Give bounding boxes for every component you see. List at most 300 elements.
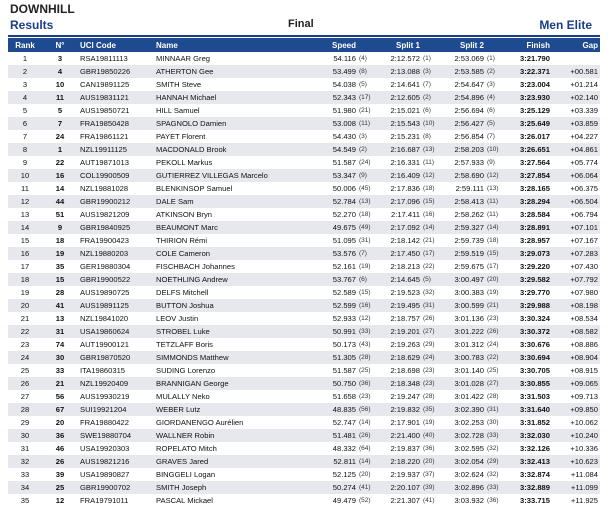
speed-position-cell: (8): [359, 68, 367, 75]
speed-position-cell: (26): [359, 432, 371, 439]
rank-cell: 1: [22, 54, 28, 63]
col-name: Name: [156, 40, 178, 50]
finish-time-cell: 3:21.790: [520, 54, 550, 63]
table-row: [8, 208, 600, 221]
table-row: [8, 351, 600, 364]
speed-cell: 52.125: [332, 470, 356, 479]
rank-cell: 2: [22, 67, 28, 76]
bib-number-cell: 3: [57, 54, 63, 63]
bib-number-cell: 18: [55, 236, 65, 245]
table-row: [8, 221, 600, 234]
speed-position-cell: (15): [359, 289, 371, 296]
rank-cell: 31: [20, 444, 30, 453]
table-row: [8, 312, 600, 325]
speed-position-cell: (33): [359, 328, 371, 335]
finish-time-cell: 3:31.640: [520, 405, 550, 414]
finish-time-cell: 3:25.649: [520, 119, 550, 128]
rider-name-cell: BRANNIGAN George: [156, 379, 229, 388]
uci-code-cell: GER19880304: [80, 262, 131, 271]
bib-number-cell: 67: [55, 405, 65, 414]
split2-position-cell: (27): [487, 380, 499, 387]
rank-cell: 24: [20, 353, 30, 362]
split1-cell: 2:19.832: [390, 405, 420, 414]
split1-position-cell: (17): [423, 250, 435, 257]
table-row: [8, 91, 600, 104]
split2-position-cell: (20): [487, 276, 499, 283]
split1-cell: 2:18.629: [390, 353, 420, 362]
split1-cell: 2:18.220: [390, 457, 420, 466]
speed-position-cell: (12): [359, 315, 371, 322]
rider-name-cell: STROBEL Luke: [156, 327, 210, 336]
speed-cell: 50.991: [332, 327, 356, 336]
gap-cell: [552, 52, 600, 65]
speed-cell: 52.270: [332, 210, 356, 219]
finish-time-cell: 3:28.891: [520, 223, 550, 232]
split1-cell: 2:19.263: [390, 340, 420, 349]
split1-position-cell: (11): [423, 159, 435, 166]
split1-cell: 2:19.523: [390, 288, 420, 297]
rank-cell: 32: [20, 457, 30, 466]
rank-cell: 25: [20, 366, 30, 375]
split1-cell: 2:15.231: [390, 132, 420, 141]
split1-position-cell: (41): [423, 497, 435, 504]
split2-cell: 2:59.519: [454, 249, 484, 258]
finish-time-cell: 3:23.930: [520, 93, 550, 102]
speed-position-cell: (45): [359, 185, 371, 192]
split1-cell: 2:15.021: [390, 106, 420, 115]
uci-code-cell: SUI19921204: [80, 405, 127, 414]
speed-cell: 51.587: [332, 158, 356, 167]
rider-name-cell: PASCAL Mickael: [156, 496, 213, 505]
split2-position-cell: (22): [487, 354, 499, 361]
split1-cell: 2:17.096: [390, 197, 420, 206]
finish-time-cell: 3:31.503: [520, 392, 550, 401]
split2-cell: 2:57.933: [454, 158, 484, 167]
split1-position-cell: (1): [423, 55, 431, 62]
bib-number-cell: 11: [55, 93, 65, 102]
speed-cell: 51.658: [332, 392, 356, 401]
table-row: [8, 234, 600, 247]
rank-cell: 34: [20, 483, 30, 492]
section-title: Results: [10, 18, 54, 32]
rank-cell: 30: [20, 431, 30, 440]
uci-code-cell: AUT19871013: [80, 158, 129, 167]
table-row: [8, 429, 600, 442]
uci-code-cell: AUS19891125: [80, 301, 129, 310]
split2-cell: 2:59.327: [454, 223, 484, 232]
bib-number-cell: 10: [55, 80, 65, 89]
split2-cell: 2:56.854: [454, 132, 484, 141]
finish-time-cell: 3:31.852: [520, 418, 550, 427]
speed-position-cell: (31): [359, 237, 371, 244]
split1-cell: 2:19.201: [390, 327, 420, 336]
rank-cell: 28: [20, 405, 30, 414]
rider-name-cell: WALLNER Robin: [156, 431, 215, 440]
rider-name-cell: SIMMONDS Matthew: [156, 353, 229, 362]
results-subheader: [0, 16, 600, 34]
gap-cell: +10.240: [570, 431, 598, 440]
table-row: [8, 78, 600, 91]
table-row: [8, 455, 600, 468]
speed-cell: 53.347: [332, 171, 356, 180]
split1-position-cell: (20): [423, 458, 435, 465]
bib-number-cell: 28: [55, 288, 65, 297]
uci-code-cell: USA19890827: [80, 470, 130, 479]
speed-position-cell: (52): [359, 497, 371, 504]
split2-position-cell: (26): [487, 328, 499, 335]
split1-cell: 2:15.543: [390, 119, 420, 128]
split2-position-cell: (28): [487, 393, 499, 400]
split2-position-cell: (9): [487, 159, 495, 166]
speed-cell: 50.173: [332, 340, 356, 349]
split2-position-cell: (15): [487, 250, 499, 257]
uci-code-cell: FRA19850428: [80, 119, 129, 128]
rank-cell: 4: [22, 93, 28, 102]
gap-cell: +10.336: [570, 444, 598, 453]
split2-position-cell: (5): [487, 120, 495, 127]
rider-name-cell: PEKOLL Markus: [156, 158, 213, 167]
speed-cell: 52.747: [332, 418, 356, 427]
finish-time-cell: 3:30.676: [520, 340, 550, 349]
uci-code-cell: AUS19821209: [80, 210, 130, 219]
bib-number-cell: 30: [55, 353, 65, 362]
speed-cell: 49.479: [332, 496, 356, 505]
split1-cell: 2:19.937: [390, 470, 420, 479]
category-label: Men Elite: [539, 18, 592, 32]
col-speed: Speed: [331, 40, 356, 50]
col-split2: Split 2: [459, 40, 484, 50]
rider-name-cell: TETZLAFF Boris: [156, 340, 213, 349]
rider-name-cell: SPAGNOLO Damien: [156, 119, 227, 128]
bib-number-cell: 1: [57, 145, 63, 154]
speed-cell: 53.576: [332, 249, 356, 258]
bib-number-cell: 25: [55, 483, 65, 492]
rank-cell: 29: [20, 418, 30, 427]
speed-cell: 52.811: [333, 457, 356, 466]
split1-position-cell: (27): [423, 328, 435, 335]
rank-cell: 16: [20, 249, 30, 258]
rank-cell: 13: [20, 210, 30, 219]
uci-code-cell: USA19920303: [80, 444, 130, 453]
uci-code-cell: FRA19880422: [80, 418, 129, 427]
gap-cell: +07.283: [570, 249, 598, 258]
rider-name-cell: BLENKINSOP Samuel: [156, 184, 233, 193]
split1-position-cell: (5): [423, 276, 431, 283]
split1-position-cell: (36): [423, 445, 435, 452]
finish-time-cell: 3:29.220: [520, 262, 550, 271]
split2-cell: 3:02.728: [454, 431, 484, 440]
speed-cell: 51.481: [332, 431, 356, 440]
split1-position-cell: (21): [423, 237, 435, 244]
finish-time-cell: 3:32.030: [520, 431, 550, 440]
gap-cell: +10.062: [570, 418, 598, 427]
gap-cell: +04.227: [570, 132, 598, 141]
split1-cell: 2:21.400: [390, 431, 420, 440]
split2-position-cell: (13): [487, 185, 499, 192]
col-split1: Split 1: [395, 40, 420, 50]
event-title: DOWNHILL: [10, 2, 75, 16]
split2-position-cell: (21): [487, 302, 499, 309]
speed-position-cell: (5): [359, 81, 367, 88]
split1-position-cell: (12): [423, 172, 435, 179]
table-row: [8, 325, 600, 338]
finish-time-cell: 3:27.564: [520, 158, 550, 167]
uci-code-cell: COL19900509: [80, 171, 130, 180]
finish-time-cell: 3:29.582: [520, 275, 550, 284]
split1-cell: 2:20.107: [390, 483, 420, 492]
gap-cell: +07.792: [570, 275, 598, 284]
table-row: [8, 273, 600, 286]
gap-cell: +06.064: [570, 171, 598, 180]
table-row: [8, 416, 600, 429]
rank-cell: 9: [22, 158, 28, 167]
split2-position-cell: (31): [487, 406, 499, 413]
rank-cell: 35: [20, 496, 30, 505]
speed-position-cell: (36): [359, 380, 371, 387]
finish-time-cell: 3:30.705: [520, 366, 550, 375]
finish-time-cell: 3:32.889: [520, 483, 550, 492]
speed-cell: 48.835: [332, 405, 356, 414]
split1-cell: 2:19.495: [390, 301, 420, 310]
speed-cell: 53.767: [332, 275, 356, 284]
split1-position-cell: (35): [423, 406, 435, 413]
split2-cell: 3:02.595: [454, 444, 484, 453]
speed-cell: 52.599: [332, 301, 356, 310]
rider-name-cell: DALE Sam: [156, 197, 194, 206]
gap-cell: +08.904: [570, 353, 598, 362]
table-row: [8, 442, 600, 455]
split2-cell: 3:02.253: [454, 418, 484, 427]
speed-cell: 52.784: [332, 197, 356, 206]
split2-position-cell: (33): [487, 484, 499, 491]
split1-cell: 2:17.411: [391, 210, 420, 219]
gap-cell: +06.504: [570, 197, 598, 206]
bib-number-cell: 26: [55, 457, 65, 466]
rank-cell: 18: [20, 275, 30, 284]
speed-cell: 51.587: [332, 366, 356, 375]
split1-cell: 2:18.348: [390, 379, 420, 388]
speed-position-cell: (2): [359, 146, 367, 153]
finish-time-cell: 3:22.371: [520, 67, 550, 76]
speed-cell: 51.095: [332, 236, 356, 245]
split2-cell: 3:01.312: [454, 340, 484, 349]
bib-number-cell: 15: [55, 275, 65, 284]
gap-cell: +09.850: [570, 405, 598, 414]
split1-position-cell: (22): [423, 263, 435, 270]
gap-cell: +02.140: [570, 93, 598, 102]
split2-cell: 3:00.599: [454, 301, 484, 310]
gap-cell: +04.861: [570, 145, 598, 154]
speed-position-cell: (6): [359, 276, 367, 283]
rank-cell: 21: [20, 314, 30, 323]
rider-name-cell: LEOV Justin: [156, 314, 199, 323]
split2-cell: 2:59.111: [455, 184, 484, 193]
split2-cell: 3:02.390: [454, 405, 484, 414]
results-table: [8, 38, 600, 505]
split2-cell: 3:01.028: [454, 379, 484, 388]
table-row: [8, 104, 600, 117]
split2-cell: 3:02.054: [454, 457, 484, 466]
rider-name-cell: PAYET Florent: [156, 132, 206, 141]
col-gap: Gap: [582, 40, 598, 50]
uci-code-cell: AUS19850721: [80, 106, 130, 115]
split1-position-cell: (28): [423, 393, 435, 400]
finish-time-cell: 3:29.073: [520, 249, 550, 258]
table-row: [8, 403, 600, 416]
rank-cell: 23: [20, 340, 30, 349]
uci-code-cell: NZL19880203: [80, 249, 129, 258]
bib-number-cell: 74: [55, 340, 65, 349]
speed-cell: 54.430: [332, 132, 356, 141]
finish-time-cell: 3:26.651: [520, 145, 550, 154]
split2-position-cell: (30): [487, 419, 499, 426]
finish-time-cell: 3:29.770: [520, 288, 550, 297]
speed-position-cell: (64): [359, 445, 371, 452]
split2-position-cell: (12): [487, 172, 499, 179]
bib-number-cell: 14: [55, 184, 65, 193]
table-row: [8, 468, 600, 481]
split2-position-cell: (36): [487, 497, 499, 504]
finish-time-cell: 3:28.294: [520, 197, 550, 206]
split2-cell: 2:56.694: [454, 106, 484, 115]
rider-name-cell: COLE Cameron: [156, 249, 211, 258]
speed-position-cell: (17): [359, 94, 371, 101]
table-row: [8, 182, 600, 195]
split1-position-cell: (2): [423, 94, 431, 101]
split2-cell: 3:00.783: [454, 353, 484, 362]
bib-number-cell: 19: [55, 249, 65, 258]
speed-cell: 48.332: [332, 444, 356, 453]
split1-position-cell: (40): [423, 432, 435, 439]
uci-code-cell: GBR19850226: [80, 67, 131, 76]
table-row: [8, 286, 600, 299]
uci-code-cell: USA19860624: [80, 327, 130, 336]
uci-code-cell: ITA19860315: [80, 366, 126, 375]
split1-cell: 2:17.092: [390, 223, 420, 232]
uci-code-cell: GBR19900522: [80, 275, 131, 284]
table-row: [8, 169, 600, 182]
finish-time-cell: 3:32.126: [520, 444, 550, 453]
rider-name-cell: MACDONALD Brook: [156, 145, 227, 154]
split1-position-cell: (29): [423, 341, 435, 348]
table-row: [8, 494, 600, 505]
split1-position-cell: (8): [423, 133, 431, 140]
bib-number-cell: 9: [57, 223, 63, 232]
gap-cell: +09.713: [570, 392, 598, 401]
split1-position-cell: (3): [423, 68, 431, 75]
gap-cell: +08.886: [570, 340, 598, 349]
speed-cell: 54.116: [333, 54, 356, 63]
speed-cell: 50.274: [332, 483, 356, 492]
uci-code-cell: GBR19870520: [80, 353, 131, 362]
split1-position-cell: (6): [423, 107, 431, 114]
split2-cell: 2:53.069: [454, 54, 484, 63]
split1-cell: 2:17.450: [390, 249, 420, 258]
split1-position-cell: (15): [423, 198, 435, 205]
speed-cell: 49.675: [332, 223, 356, 232]
table-row: [8, 65, 600, 78]
table-row: [8, 377, 600, 390]
split2-position-cell: (3): [487, 81, 495, 88]
speed-cell: 52.161: [332, 262, 356, 271]
split1-position-cell: (23): [423, 380, 435, 387]
split1-cell: 2:13.088: [390, 67, 420, 76]
split2-position-cell: (32): [487, 445, 499, 452]
bib-number-cell: 16: [55, 171, 65, 180]
table-row: [8, 130, 600, 143]
uci-code-cell: CAN19891125: [80, 80, 130, 89]
speed-position-cell: (28): [359, 354, 371, 361]
split2-cell: 2:58.413: [454, 197, 484, 206]
uci-code-cell: GBR19840925: [80, 223, 131, 232]
split1-cell: 2:17.901: [390, 418, 420, 427]
rank-cell: 27: [20, 392, 30, 401]
rider-name-cell: HILL Samuel: [156, 106, 200, 115]
gap-cell: +11.099: [570, 483, 598, 492]
rank-cell: 5: [22, 106, 28, 115]
col-finish: Finish: [526, 40, 550, 50]
rider-name-cell: GIORDANENGO Aurélien: [156, 418, 244, 427]
bib-number-cell: 12: [55, 496, 65, 505]
split2-cell: 2:58.262: [454, 210, 484, 219]
table-row: [8, 390, 600, 403]
speed-position-cell: (3): [359, 133, 367, 140]
speed-cell: 50.750: [332, 379, 356, 388]
split1-cell: 2:16.687: [390, 145, 420, 154]
finish-time-cell: 3:30.694: [520, 353, 550, 362]
round-label: Final: [288, 18, 314, 30]
speed-position-cell: (9): [359, 172, 367, 179]
rank-cell: 6: [22, 119, 28, 128]
split2-cell: 3:00.383: [454, 288, 484, 297]
bib-number-cell: 39: [55, 470, 65, 479]
rider-name-cell: FISCHBACH Johannes: [156, 262, 235, 271]
table-header-row: [8, 38, 600, 52]
speed-position-cell: (11): [359, 120, 371, 127]
speed-position-cell: (21): [359, 107, 371, 114]
split2-cell: 2:54.647: [454, 80, 484, 89]
gap-cell: +07.101: [570, 223, 598, 232]
split2-cell: 2:58.690: [454, 171, 484, 180]
split2-position-cell: (11): [487, 211, 499, 218]
bib-number-cell: 21: [55, 379, 65, 388]
split1-cell: 2:21.307: [390, 496, 420, 505]
uci-code-cell: AUS19821216: [80, 457, 130, 466]
gap-cell: +06.375: [570, 184, 598, 193]
bib-number-cell: 44: [55, 197, 65, 206]
gap-cell: +08.582: [570, 327, 598, 336]
split2-position-cell: (18): [487, 237, 499, 244]
rank-cell: 7: [22, 132, 28, 141]
split2-cell: 3:02.896: [454, 483, 484, 492]
speed-cell: 54.549: [332, 145, 356, 154]
speed-cell: 52.343: [332, 93, 356, 102]
bib-number-cell: 5: [57, 106, 63, 115]
table-row: [8, 364, 600, 377]
finish-time-cell: 3:23.004: [520, 80, 550, 89]
col-rank: Rank: [15, 40, 35, 50]
rider-name-cell: SMITH Steve: [156, 80, 202, 89]
rider-name-cell: MULALLY Neko: [156, 392, 210, 401]
split1-cell: 2:12.572: [390, 54, 420, 63]
gap-cell: +07.430: [570, 262, 598, 271]
col-uci-code: UCI Code: [80, 40, 116, 50]
split2-cell: 2:59.739: [454, 236, 484, 245]
bib-number-cell: 56: [55, 392, 65, 401]
rank-cell: 3: [22, 80, 28, 89]
split1-position-cell: (18): [423, 185, 435, 192]
rider-name-cell: BUTTON Joshua: [156, 301, 214, 310]
